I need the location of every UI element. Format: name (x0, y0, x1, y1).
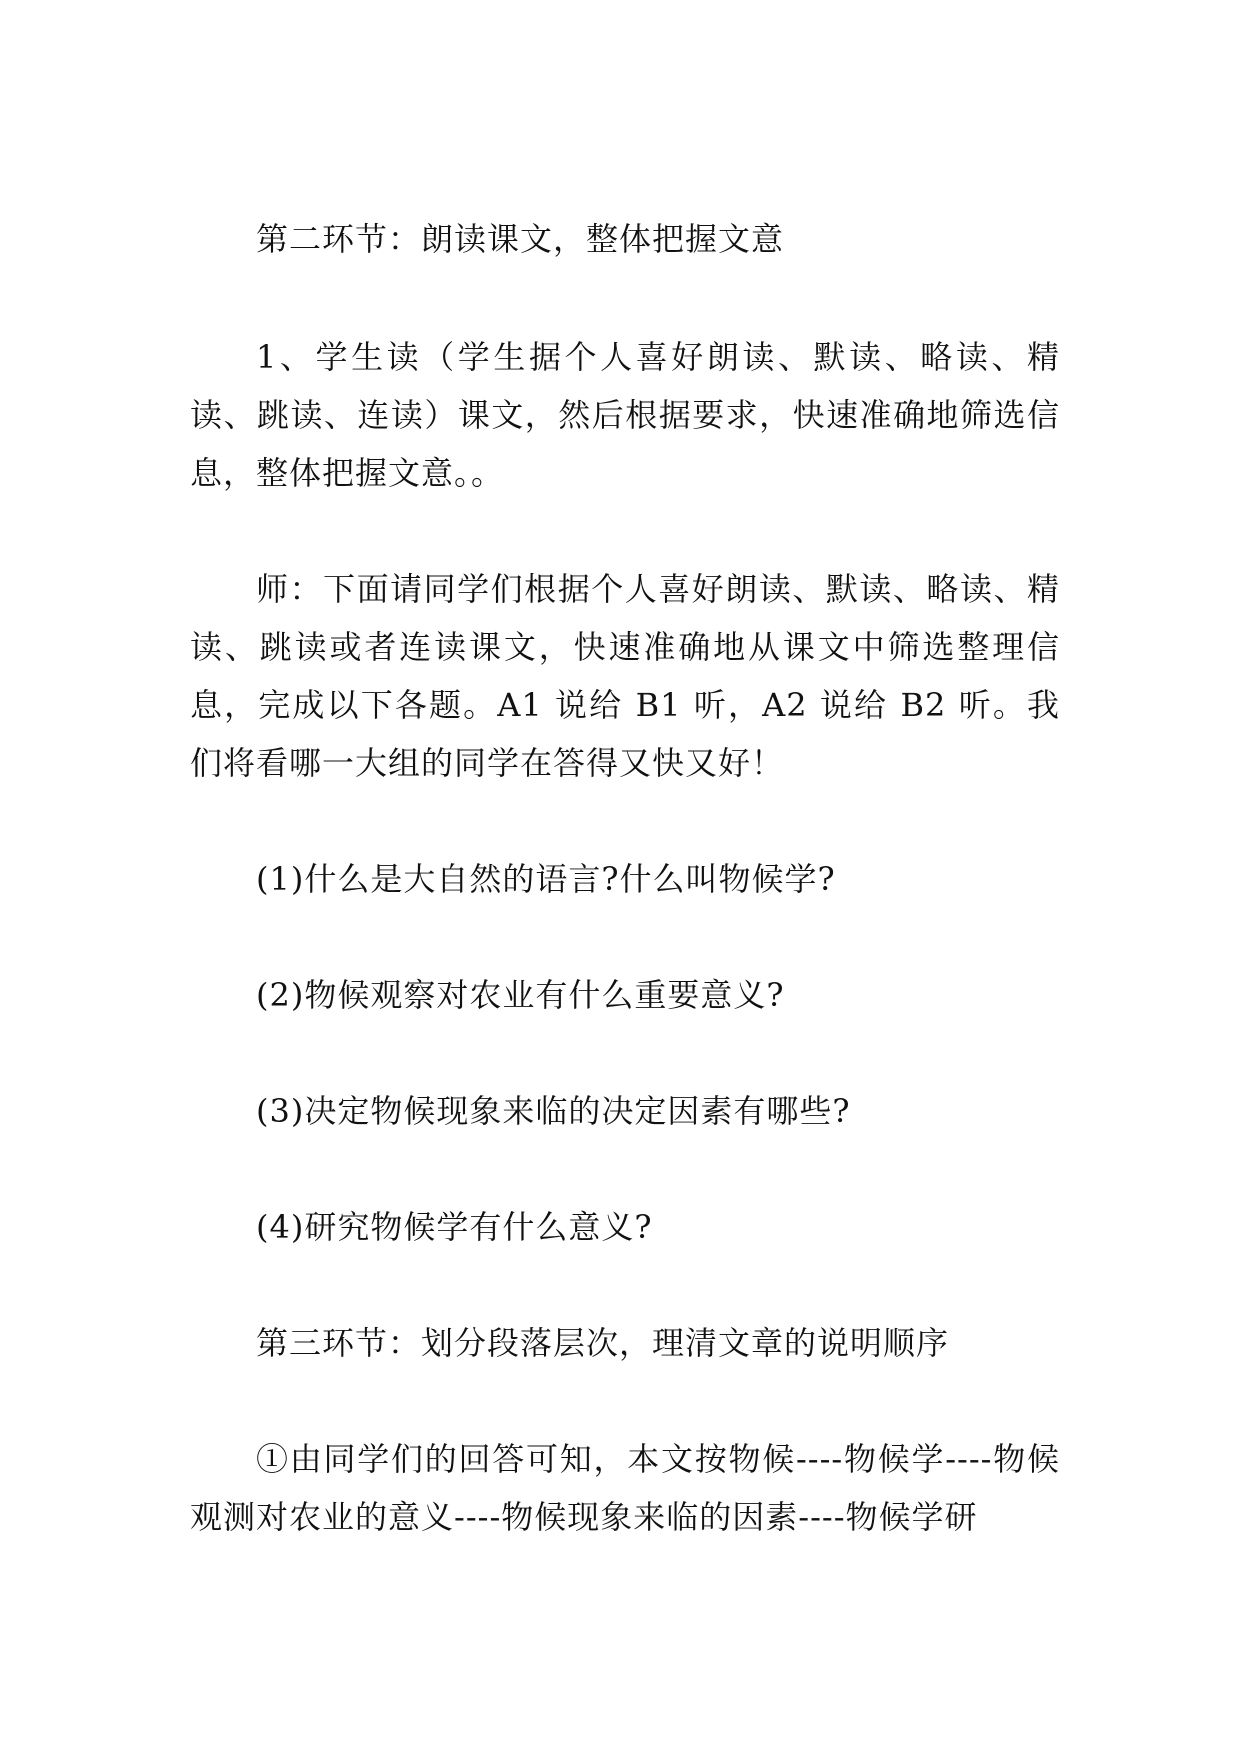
section-heading-2: 第二环节：朗读课文，整体把握文意 (256, 220, 785, 258)
question-2: (2)物候观察对农业有什么重要意义? (256, 976, 785, 1014)
question-3: (3)决定物候现象来临的决定因素有哪些? (256, 1092, 851, 1130)
question-1: (1)什么是大自然的语言?什么叫物候学? (256, 860, 836, 898)
section-heading-3: 第三环节：划分段落层次，理清文章的说明顺序 (256, 1324, 950, 1362)
question-4: (4)研究物候学有什么意义? (256, 1208, 653, 1246)
paragraph-reading-order: ①由同学们的回答可知，本文按物候----物候学----物候观测对农业的意义----物候现象来临的因素----物候学研 (190, 1440, 1060, 1536)
paragraph-student-reading: 1、学生读（学生据个人喜好朗读、默读、略读、精读、跳读、连读）课文，然后根据要求，快速准确地筛选信息，整体把握文意。。 (190, 338, 1060, 492)
paragraph-teacher-instructions: 师：下面请同学们根据个人喜好朗读、默读、略读、精读、跳读或者连读课文，快速准确地从课文中筛选整理信息，完成以下各题。A1 说给 B1 听，A2 说给 B2 听。我们将看哪一大组的同学在答得又快又好！ (190, 570, 1060, 782)
